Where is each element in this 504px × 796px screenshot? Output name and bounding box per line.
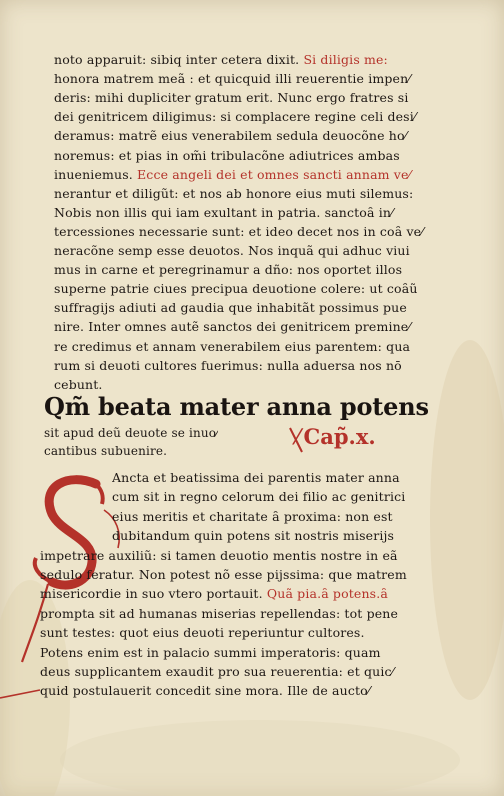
text-line bbox=[54, 298, 434, 318]
text-line bbox=[40, 681, 432, 701]
text-run: dubitandum quin potens sit nostris miserijs bbox=[112, 528, 395, 544]
text-line bbox=[54, 126, 434, 146]
text-line bbox=[54, 107, 434, 127]
text-run: deris: mihi dupliciter gratum erit. Nunc ergo fratres si bbox=[54, 90, 409, 106]
text-run: cebunt. bbox=[54, 376, 103, 392]
text-line bbox=[54, 165, 434, 185]
text-run: rum si deuoti cultores fuerimus: nulla aduersa nos nō bbox=[54, 357, 402, 373]
rubric-text-run: Si diligis me: bbox=[303, 52, 388, 67]
text-line bbox=[40, 623, 432, 643]
text-line bbox=[54, 279, 434, 299]
text-run: tercessiones necessarie sunt: et ideo decet nos in coȃ ve⁄ bbox=[54, 223, 424, 239]
text-line bbox=[40, 565, 432, 585]
text-line bbox=[40, 662, 432, 682]
text-run: Ancta et beatissima dei parentis mater anna bbox=[112, 470, 400, 485]
text-line bbox=[54, 146, 434, 166]
text-run: re credimus et annam venerabilem eius parentem: qua bbox=[54, 338, 411, 354]
text-run: superne patrie ciues precipua deuotione colere: ut coȃũ bbox=[54, 281, 418, 297]
text-run: nerantur et diligũt: et nos ab honore eius muti silemus: bbox=[54, 185, 414, 201]
text-line bbox=[54, 356, 434, 376]
text-run: Potens enim est in palacio summi imperatoris: quam bbox=[40, 644, 381, 660]
text-run: cum sit in regno celorum dei filio ac genitrici bbox=[112, 489, 406, 505]
chapter-label bbox=[296, 424, 376, 449]
text-run: prompta sit ad humanas miserias repellendas: tot pene bbox=[40, 605, 399, 621]
text-line bbox=[112, 487, 432, 507]
text-line bbox=[54, 50, 434, 70]
subheading-line: cantibus subuenire. bbox=[44, 444, 168, 458]
text-line bbox=[54, 260, 434, 280]
text-run: dei genitricem diligimus: si complacere regine celi desi⁄ bbox=[54, 109, 417, 125]
text-run: honora matrem meã : et quicquid illi reuerentie impen⁄ bbox=[54, 71, 411, 87]
text-run: mus in carne et peregrinamur a dño: nos oportet illos bbox=[54, 262, 403, 278]
text-line bbox=[54, 69, 434, 89]
text-run: Nobis non illis qui iam exultant in patria. sanctoȃ in⁄ bbox=[54, 204, 394, 220]
text-run: impetrare auxiliũ: si tamen deuotio mentis nostre in eã bbox=[40, 547, 398, 563]
text-run: inueniemus. bbox=[54, 166, 138, 182]
text-run: deus supplicantem exaudit pro sua reuerentia: et quic⁄ bbox=[40, 664, 394, 679]
text-run: neracõne semp esse deuotos. Nos inquã qui adhuc viui bbox=[54, 243, 410, 258]
text-line bbox=[54, 222, 434, 242]
text-line bbox=[54, 203, 434, 223]
text-line bbox=[54, 241, 434, 261]
text-run: sunt testes: quot eius deuoti reperiuntur cultores. bbox=[40, 625, 365, 641]
text-line bbox=[112, 468, 432, 488]
text-line bbox=[54, 317, 434, 337]
text-run: quid postulauerit concedit sine mora. Ille de aucto⁄ bbox=[40, 683, 371, 699]
text-line bbox=[40, 643, 432, 663]
text-run: noto apparuit: sibiq inter cetera dixit. bbox=[54, 52, 304, 67]
subheading-line: sit apud deũ deuote se inuo⁄ bbox=[44, 426, 219, 440]
text-run: noremus: et pias in om̃i tribulacõne adiutrices ambas bbox=[54, 147, 400, 163]
section-heading: Qm̃ beata mater anna potens bbox=[44, 392, 429, 421]
rubric-text-run: Quã pia.ȃ potens.ȃ bbox=[266, 586, 388, 602]
chapter-label-text: Cap̃.x. bbox=[303, 424, 376, 449]
rubric-text-run: Ecce angeli dei et omnes sancti annam ve⁄ bbox=[137, 166, 411, 182]
text-run: sedulo feratur. Non potest nõ esse pijssima: que matrem bbox=[40, 567, 407, 582]
text-run: suffragijs adiuti ad gaudia que inhabitãt possimus pue bbox=[54, 300, 407, 316]
text-line bbox=[40, 546, 432, 566]
text-line bbox=[112, 526, 432, 546]
paragraph-mark-icon: ⁄ bbox=[296, 424, 300, 449]
text-run: nire. Inter omnes autẽ sanctos dei genitricem premine⁄ bbox=[54, 319, 411, 335]
text-line bbox=[54, 88, 434, 108]
text-run: deramus: matrẽ eius venerabilem sedula deuocõne ho⁄ bbox=[54, 128, 407, 144]
text-line bbox=[54, 184, 434, 204]
text-line bbox=[40, 604, 432, 624]
text-run: eius meritis et charitate ȃ proxima: non est bbox=[112, 508, 393, 524]
text-line bbox=[112, 507, 432, 527]
text-line bbox=[40, 584, 432, 604]
text-line bbox=[54, 337, 434, 357]
text-run: misericordie in suo vtero portauit. bbox=[40, 586, 267, 602]
